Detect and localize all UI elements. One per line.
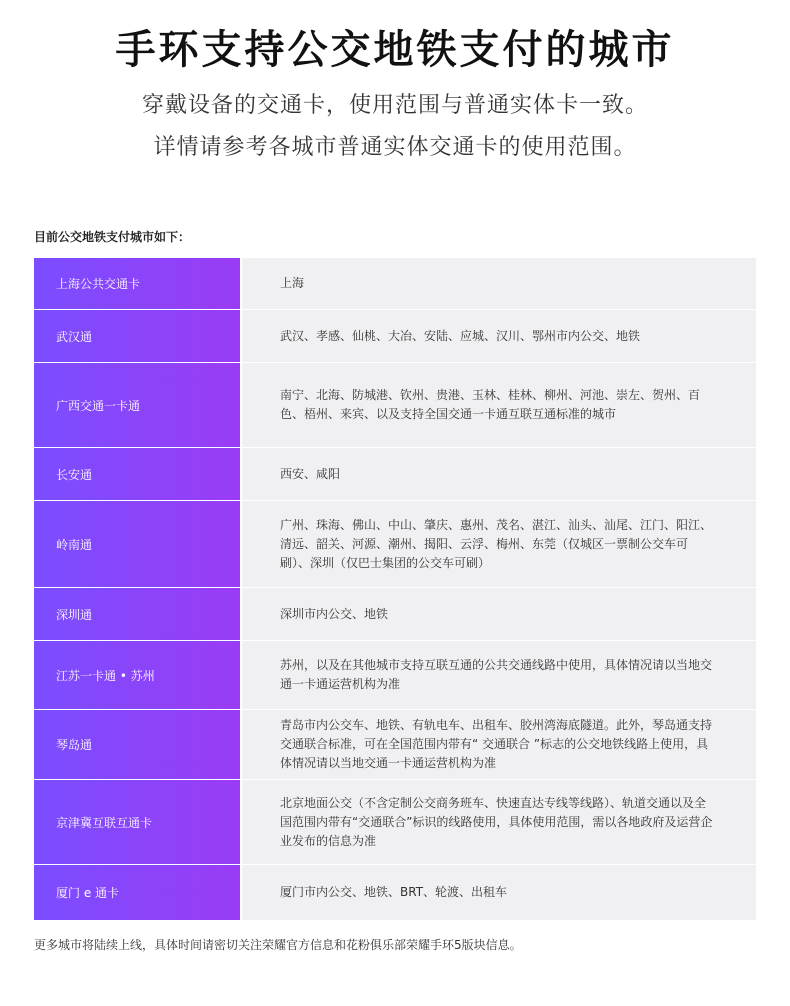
table-row (34, 363, 756, 448)
table-row (34, 310, 756, 363)
table-row (34, 588, 756, 641)
table-row (34, 501, 756, 588)
card-coverage: 青岛市内公交车、地铁、有轨电车、出租车、胶州湾海底隧道。此外，琴岛通支持交通联合标准，可在全国范围内带有“ 交通联合 ”标志的公交地铁线路上使用，具体情况请以当地交通一卡通运营机构为准 (242, 710, 756, 779)
table-row (34, 865, 756, 920)
card-coverage: 深圳市内公交、地铁 (242, 588, 756, 640)
card-coverage: 苏州，以及在其他城市支持互联互通的公共交通线路中使用，具体情况请以当地交通一卡通运营机构为准 (242, 641, 756, 709)
card-name: 上海公共交通卡 (34, 258, 242, 309)
intro-text: 目前公交地铁支付城市如下： (34, 230, 191, 244)
table-row (34, 641, 756, 710)
card-coverage: 广州、珠海、佛山、中山、肇庆、惠州、茂名、湛江、汕头、汕尾、江门、阳江、清远、韶关、河源、潮州、揭阳、云浮、梅州、东莞（仅城区一票制公交车可刷）、深圳（仅巴士集团的公交车可刷） (242, 501, 756, 587)
table-row (34, 448, 756, 501)
card-coverage: 武汉、孝感、仙桃、大冶、安陆、应城、汉川、鄂州市内公交、地铁 (242, 310, 756, 362)
table-row (34, 780, 756, 865)
table-row (34, 710, 756, 780)
card-name: 岭南通 (34, 501, 242, 587)
subtitle-line-1: 穿戴设备的交通卡，使用范围与普通实体卡一致。 (141, 93, 648, 118)
card-name: 厦门 e 通卡 (34, 865, 242, 920)
card-name: 琴岛通 (34, 710, 242, 779)
card-coverage: 西安、咸阳 (242, 448, 756, 500)
card-coverage: 北京地面公交（不含定制公交商务班车、快速直达专线等线路）、轨道交通以及全国范围内带有“交通联合”标识的线路使用，具体使用范围，需以各地政府及运营企业发布的信息为准 (242, 780, 756, 864)
transit-card-table (34, 258, 756, 920)
table-row (34, 258, 756, 310)
card-coverage: 厦门市内公交、地铁、BRT、轮渡、出租车 (242, 865, 756, 920)
card-name: 武汉通 (34, 310, 242, 362)
card-name: 深圳通 (34, 588, 242, 640)
card-name: 长安通 (34, 448, 242, 500)
footer-note: 更多城市将陆续上线，具体时间请密切关注荣耀官方信息和花粉俱乐部荣耀手环5版块信息。 (34, 938, 522, 952)
card-coverage: 南宁、北海、防城港、钦州、贵港、玉林、桂林、柳州、河池、崇左、贺州、百色、梧州、来宾、以及支持全国交通一卡通互联互通标准的城市 (242, 363, 756, 447)
page-title: 手环支持公交地铁支付的城市 (115, 27, 675, 73)
card-name: 京津冀互联互通卡 (34, 780, 242, 864)
card-name: 江苏一卡通 • 苏州 (34, 641, 242, 709)
card-name: 广西交通一卡通 (34, 363, 242, 447)
subtitle-line-2: 详情请参考各城市普通实体交通卡的使用范围。 (153, 135, 637, 160)
card-coverage: 上海 (242, 258, 756, 309)
